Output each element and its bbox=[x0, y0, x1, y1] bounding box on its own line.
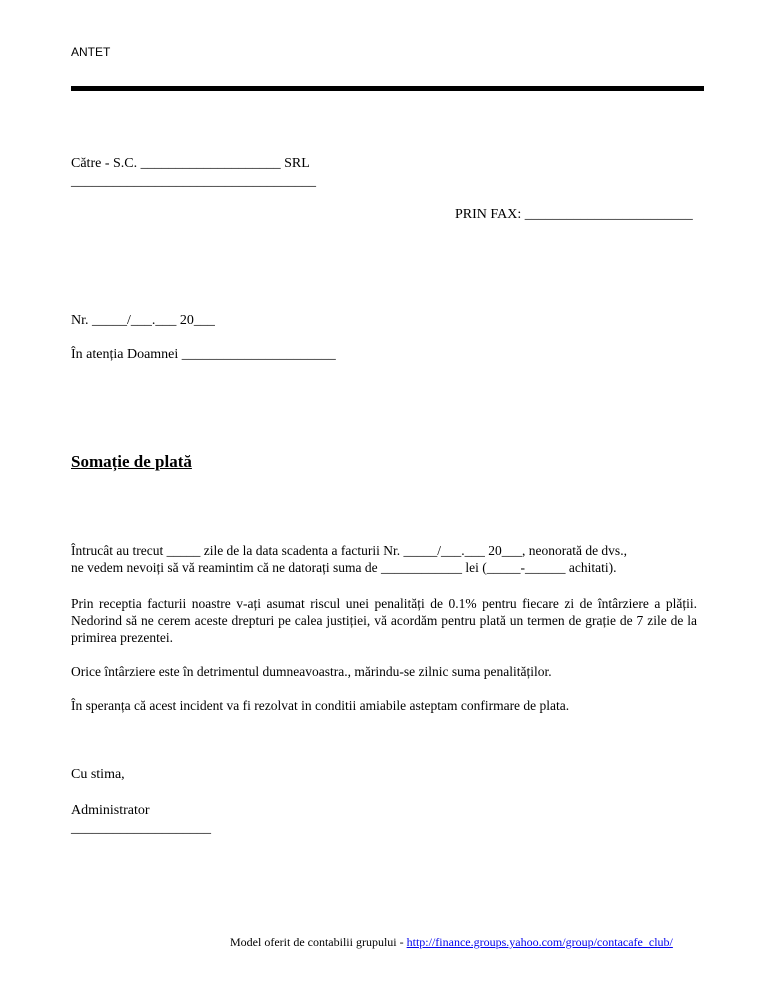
paragraph-2: Prin receptia facturii noastre v-ați asumat riscul unei penalități de 0.1% pentru fiecare zi de întârziere a plății. Nedorind să ne cerem aceste drepturi pe calea justiției, vă acordăm pentru plată un termen de grație de 7 zile de la primirea prezentei. bbox=[71, 596, 697, 645]
fax-line: PRIN FAX: ________________________ bbox=[455, 207, 693, 222]
attention-line: În atenția Doamnei ______________________ bbox=[71, 347, 336, 362]
footer-text: Model oferit de contabilii grupului - bbox=[230, 935, 407, 949]
paragraph-1-line-1: Întrucât au trecut _____ zile de la data scadenta a facturii Nr. _____/___.___ 20___, neonorată de dvs., bbox=[71, 543, 627, 558]
recipient-address-line: ___________________________________ bbox=[71, 174, 316, 189]
closing-greeting: Cu stima, bbox=[71, 767, 125, 782]
paragraph-3: Orice întârziere este în detrimentul dumneavoastra., mărindu-se zilnic suma penalităților. bbox=[71, 664, 552, 679]
paragraph-4: În speranța că acest incident va fi rezolvat in conditii amiabile asteptam confirmare de plata. bbox=[71, 698, 570, 713]
signatory-role: Administrator bbox=[71, 803, 150, 818]
recipient-line: Către - S.C. ____________________ SRL bbox=[71, 156, 310, 171]
document-title: Somație de plată bbox=[71, 452, 192, 471]
reference-number: Nr. _____/___.___ 20___ bbox=[71, 313, 215, 328]
signature-line: ____________________ bbox=[71, 821, 211, 836]
letterhead-label: ANTET bbox=[71, 45, 111, 59]
footer-link[interactable]: http://finance.groups.yahoo.com/group/contacafe_club/ bbox=[406, 935, 673, 949]
footer bbox=[230, 935, 673, 950]
paragraph-1-line-2: ne vedem nevoiți să vă reamintim că ne datorați suma de ____________ lei (_____-______ achitati). bbox=[71, 560, 617, 575]
header-rule bbox=[71, 86, 704, 91]
